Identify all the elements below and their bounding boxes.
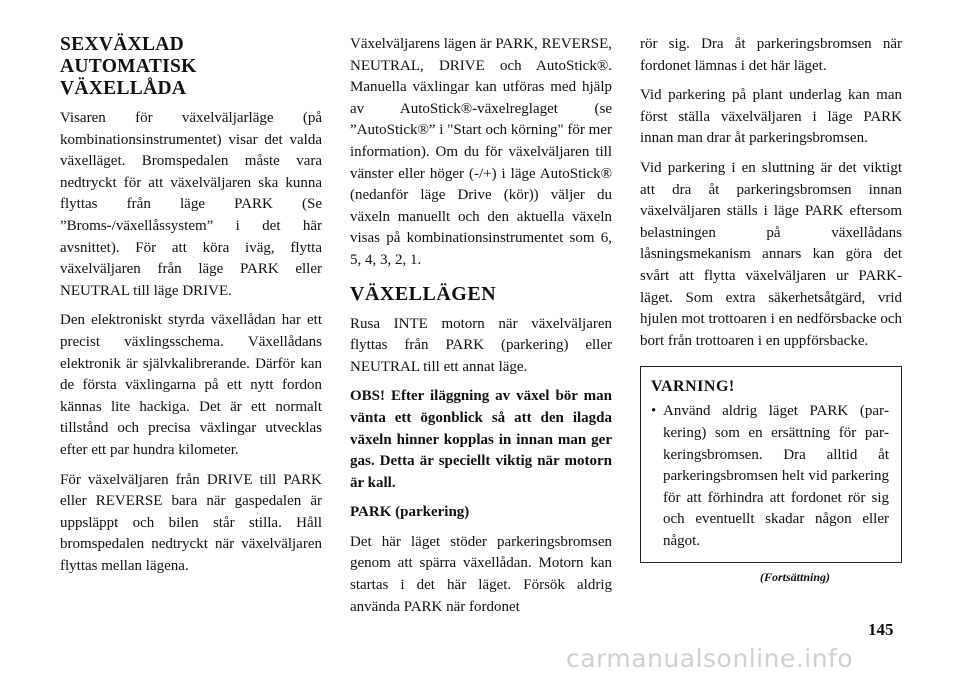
- warning-text: Använd aldrig läget PARK (parkering) som en ersättning för parkeringsbromsen. Dra alltid åt parkeringsbromsen helt vid parkering för att förhindra att fordonet rör sig och eventuellt skadar någon eller något.: [663, 403, 889, 549]
- paragraph: Det här läget stöder parkeringsbromsen genom att spärra växellådan. Motorn kan startas i det här läget. Försök aldrig använda PARK när fordonet: [350, 533, 612, 615]
- bullet-icon: •: [651, 403, 657, 420]
- paragraph: rör sig. Dra åt parkeringsbromsen när fordonet lämnas i det här läget.: [640, 36, 902, 74]
- warning-item: [651, 401, 889, 552]
- watermark: carmanualsonline.info: [566, 644, 854, 673]
- paragraph: Vid parkering på plant underlag kan man först ställa växelväljaren i läge PARK innan man drar åt parkeringsbromsen.: [640, 87, 902, 147]
- paragraph: Rusa INTE motorn när växelväljaren flyttas från PARK (parkering) eller NEUTRAL till ett annat läge.: [350, 315, 612, 375]
- section-heading: SEXVÄXLAD AUTOMATISK VÄXELLÅDA: [60, 34, 197, 99]
- paragraph: Växelväljarens lägen är PARK, REVERSE, NEUTRAL, DRIVE och AutoStick®. Manuella växlingar kan utföras med hjälp av AutoStick®-växelreglaget (se ”AutoStick®” i "Start och körning" för mer information). Om du för växelväljaren till vänster eller höger (-/+) i läge AutoStick® (nedanför läge Drive (kör)) väljer du växeln manuellt och den aktuella växeln visas på kombinationsinstrumentet som 6, 5, 4, 3, 2, 1.: [350, 36, 612, 268]
- column-3: [640, 34, 902, 563]
- paragraph: För växelväljaren från DRIVE till PARK eller REVERSE bara när gaspedalen är uppsläppt och bilen står stilla. Håll bromspedalen nedtryckt när växelväljaren flyttas mellan lägena.: [60, 471, 322, 574]
- warning-box: [640, 366, 902, 563]
- note-paragraph: OBS! Efter iläggning av växel bör man vänta ett ögonblick så att den ilagda växeln hinner kopplas in innan man ger gas. Detta är speciellt viktig när motorn är kall.: [350, 388, 612, 491]
- paragraph: Vid parkering i en sluttning är det viktigt att dra åt parkeringsbromsen innan växelväljaren ställs i läge PARK eftersom belastningen på växellådans låsningsmekanism annars kan göra det svårt att flytta växelväljaren ur PARK-läget. Som extra säkerhetsåtgärd, vrid hjulen mot trottoaren i en nedförsbacke och bort från trottoaren i en uppförsbacke.: [640, 159, 902, 349]
- section-heading: VÄXELLÄGEN: [350, 282, 497, 305]
- paragraph: Visaren för växelväljarläge (på kombinationsinstrumentet) visar det valda växelläget. Bromspedalen måste vara nedtryckt för att växelväljaren ska kunna flyttas från läge PARK (Se ”Broms-/växellåssystem” i det här avsnittet). För att köra iväg, flytta växelväljaren från läge PARK eller NEUTRAL till läge DRIVE.: [60, 110, 322, 299]
- warning-title: VARNING!: [651, 378, 735, 396]
- column-2: [350, 34, 612, 626]
- column-1: [60, 34, 322, 585]
- subheading: PARK (parkering): [350, 504, 470, 521]
- paragraph: Den elektroniskt styrda växellådan har ett precist växlingsschema. Växellådans elektronik är självkalibrerande. Därför kan de första växlingarna på ett nytt fordon kännas lite hackiga. Det är ett normalt tillstånd och precisa växlingar utvecklas efter ett par hundra kilometer.: [60, 312, 322, 458]
- continued-label: (Fortsättning): [760, 570, 831, 584]
- page-number: 145: [868, 620, 894, 639]
